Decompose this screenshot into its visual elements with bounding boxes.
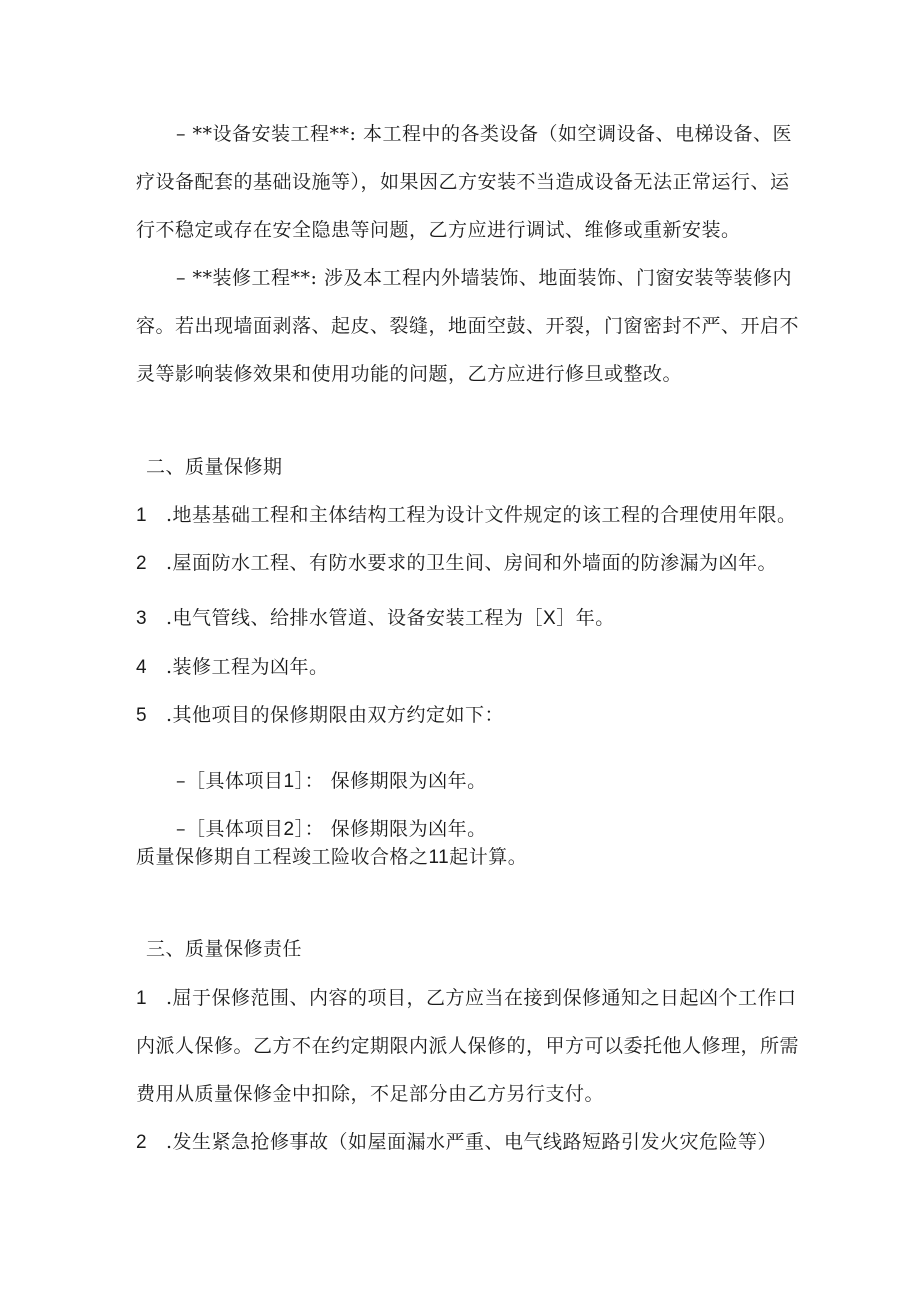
item-number: 5 (136, 705, 148, 726)
section-heading-warranty-responsibility: 三、质量保修责任 (146, 938, 303, 960)
item-number: 2 (136, 1132, 148, 1153)
warranty-period-item-2 (136, 551, 777, 576)
item-text: .其他项目的保修期限由双方约定如下： (166, 704, 505, 726)
note-text-end: 起计算。 (449, 846, 528, 868)
section-heading-warranty-period: 二、质量保修期 (146, 456, 283, 478)
responsibility-item-1-line-2: 内派人保修。乙方不在约定期限内派人保修的，甲方可以委托他人修理，所需 (136, 1035, 800, 1057)
item-number: 1 (136, 988, 148, 1009)
item-text: .屋面防水工程、有防水要求的卫生间、房间和外墙面的防渗漏为凶年。 (166, 552, 778, 574)
placeholder-x: X (543, 608, 557, 629)
sub-item-text: ］： 保修期限为凶年。 (294, 770, 487, 792)
item-number: 1 (136, 505, 148, 526)
note-number: 11 (428, 847, 450, 868)
decoration-line-2: 容。若出现墙面剥落、起皮、裂缝，地面空鼓、开裂，门窗密封不严、开启不 (136, 315, 800, 337)
item-text: .装修工程为凶年。 (166, 656, 329, 678)
responsibility-item-1-line-3: 费用从质量保修金中扣除，不足部分由乙方另行支付。 (136, 1083, 605, 1105)
item-text: .电气管线、给排水管道、设备安装工程为［ (166, 607, 544, 629)
item-text: .发生紧急抢修事故（如屋面漏水严重、电气线路短路引发火灾危险等） (166, 1131, 778, 1153)
sub-item-project-1 (176, 769, 487, 794)
responsibility-item-2-line-1 (136, 1130, 777, 1155)
warranty-start-note (136, 845, 527, 870)
item-number: 4 (136, 657, 148, 678)
item-number: 2 (136, 553, 148, 574)
equipment-install-line-1: – **设备安装工程**: 本工程中的各类设备（如空调设备、电梯设备、医 (176, 123, 792, 145)
note-text: 质量保修期自工程竣工险收合格之 (136, 846, 429, 868)
equipment-install-line-3: 行不稳定或存在安全隐患等问题，乙方应进行调试、维修或重新安装。 (136, 219, 741, 241)
warranty-period-item-3 (136, 606, 615, 631)
warranty-period-item-4 (136, 655, 329, 680)
sub-item-number: 2 (283, 819, 295, 840)
decoration-line-3: 灵等影响装修效果和使用功能的问题，乙方应进行修旦或整改。 (136, 363, 683, 385)
warranty-period-item-1 (136, 503, 797, 528)
sub-item-number: 1 (283, 771, 295, 792)
warranty-period-item-5 (136, 703, 504, 728)
item-text: .屈于保修范围、内容的项目，乙方应当在接到保修通知之日起凶个工作口 (166, 987, 797, 1009)
item-text-end: ］年。 (556, 607, 615, 629)
sub-item-label: –［具体项目 (176, 818, 284, 840)
item-text: .地基基础工程和主体结构工程为设计文件规定的该工程的合理使用年限。 (166, 504, 797, 526)
equipment-install-line-2: 疗设备配套的基础设施等），如果因乙方安装不当造成设备无法正常运行、运 (136, 171, 790, 193)
item-number: 3 (136, 608, 148, 629)
sub-item-project-2 (176, 817, 487, 842)
sub-item-text: ］： 保修期限为凶年。 (294, 818, 487, 840)
sub-item-label: –［具体项目 (176, 770, 284, 792)
decoration-line-1: – **装修工程**: 涉及本工程内外墙装饰、地面装饰、门窗安装等装修内 (176, 267, 792, 289)
responsibility-item-1-line-1 (136, 986, 797, 1011)
